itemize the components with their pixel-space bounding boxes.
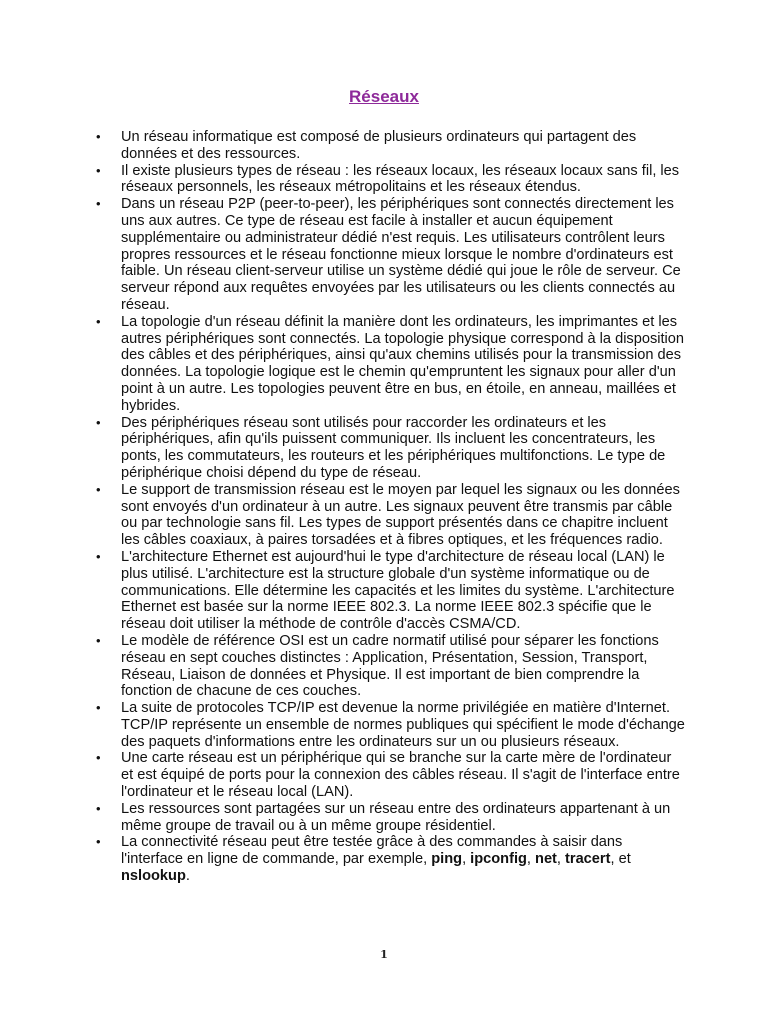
separator: , et xyxy=(610,851,631,868)
list-item xyxy=(96,196,686,314)
command-nslookup: nslookup xyxy=(121,868,186,885)
command-ipconfig: ipconfig xyxy=(470,851,527,868)
list-item-text: Dans un réseau P2P (peer-to-peer), les périphériques sont connectés directement les uns aux autres. Ce type de réseau est facile à installer et aucun équipement supplémentaire ou administrateur dédié n'est requis. Les utilisateurs contrôlent leurs propres ressources et le réseau fonctionne mieux lorsque le nombre d'ordinateurs est faible. Un réseau client-serveur utilise un système dédié qui joue le rôle de serveur. Ce serveur répond aux requêtes envoyées par les utilisateurs ou les clients connectés au réseau. xyxy=(121,196,681,313)
command-net: net xyxy=(535,851,557,868)
page-title: Réseaux xyxy=(349,87,419,106)
list-item-text: Le support de transmission réseau est le moyen par lequel les signaux ou les données sont envoyés d'un ordinateur à un autre. Les signaux peuvent être transmis par câble ou par technologie sans fil. Les types de support présentés dans ce chapitre incluent les câbles coaxiaux, à paires torsadées et à fibres optiques, et les fréquences radio. xyxy=(121,481,680,549)
bullet-icon: • xyxy=(96,548,101,564)
list-item-text: La topologie d'un réseau définit la manière dont les ordinateurs, les imprimantes et les autres périphériques sont connectés. La topologie physique correspond à la disposition des câbles et des périphériques, ainsi qu'aux chemins utilisés pour la transmission des données. La topologie logique est le chemin qu'empruntent les signaux pour aller d'un point à un autre. Les topologies peuvent être en bus, en étoile, en anneau, maillées et hybrides. xyxy=(121,313,685,414)
bullet-icon: • xyxy=(96,750,101,766)
list-item xyxy=(96,129,686,163)
bullet-icon: • xyxy=(96,414,101,430)
list-item xyxy=(96,750,686,800)
separator: , xyxy=(526,851,536,868)
sentence-end: . xyxy=(185,868,190,885)
list-item xyxy=(96,801,686,835)
bullet-icon: • xyxy=(96,481,101,497)
list-item xyxy=(96,415,686,482)
bullet-icon: • xyxy=(96,834,101,850)
list-item xyxy=(96,163,686,197)
list-item-text: Les ressources sont partagées sur un réseau entre des ordinateurs appartenant à un même groupe de travail ou à un même groupe résidentiel. xyxy=(121,800,671,834)
bullet-icon: • xyxy=(96,162,101,178)
bullet-icon: • xyxy=(96,196,101,212)
list-item-text: Il existe plusieurs types de réseau : les réseaux locaux, les réseaux locaux sans fil, les réseaux personnels, les réseaux métropolitains et les réseaux étendus. xyxy=(121,162,680,196)
separator: , xyxy=(556,851,566,868)
list-item-text: Un réseau informatique est composé de plusieurs ordinateurs qui partagent des données et des ressources. xyxy=(121,129,637,162)
command-ping: ping xyxy=(431,851,463,868)
separator: , xyxy=(462,851,471,868)
bullet-icon: • xyxy=(96,700,101,716)
list-item-text: La suite de protocoles TCP/IP est devenue la norme privilégiée en matière d'Internet. TCP/IP représente un ensemble de normes publiques qui spécifient le mode d'échange des paquets d'informations entre les ordinateurs sur un ou plusieurs réseaux. xyxy=(121,700,685,750)
list-item xyxy=(96,633,686,700)
list-item xyxy=(96,314,686,415)
list-item-text: Des périphériques réseau sont utilisés pour raccorder les ordinateurs et les périphériques, afin qu'ils puissent communiquer. Ils incluent les concentrateurs, les ponts, les commutateurs, les routeurs et les périphériques multifonctions. Le type de périphérique choisi dépend du type de réseau. xyxy=(121,414,666,481)
list-item xyxy=(96,482,686,549)
bullet-icon: • xyxy=(96,800,101,816)
bullet-list xyxy=(96,129,686,885)
page-number: 1 xyxy=(380,948,388,961)
list-item xyxy=(96,700,686,750)
list-item-text: Une carte réseau est un périphérique qui se branche sur la carte mère de l'ordinateur et est équipé de ports pour la connexion des câbles réseau. Il s'agit de l'interface entre l'ordinateur et le réseau local (LAN). xyxy=(121,750,680,801)
list-item-text: Le modèle de référence OSI est un cadre normatif utilisé pour séparer les fonctions réseau en sept couches distinctes : Application, Présentation, Session, Transport, Réseau, Liaison de données et Physique. Il est important de bien comprendre la fonction de chacune de ces couches. xyxy=(121,632,659,700)
list-item-text: L'architecture Ethernet est aujourd'hui le type d'architecture de réseau local (LAN) le plus utilisé. L'architecture est la structure globale d'un système informatique ou de communications. Elle détermine les capacités et les limites du système. L'architecture Ethernet est basée sur la norme IEEE 802.3. La norme IEEE 802.3 spécifie que le réseau doit utiliser la méthode de contrôle d'accès CSMA/CD. xyxy=(121,548,675,633)
bullet-icon: • xyxy=(96,632,101,648)
bullet-icon: • xyxy=(96,129,101,144)
bullet-icon: • xyxy=(96,313,101,329)
command-tracert: tracert xyxy=(565,851,611,868)
list-item-text: La connectivité réseau peut être testée grâce à des commandes à saisir dans l'interface en ligne de commande, par exemple, xyxy=(121,834,623,868)
list-item-commands xyxy=(96,834,686,884)
list-item xyxy=(96,549,686,633)
